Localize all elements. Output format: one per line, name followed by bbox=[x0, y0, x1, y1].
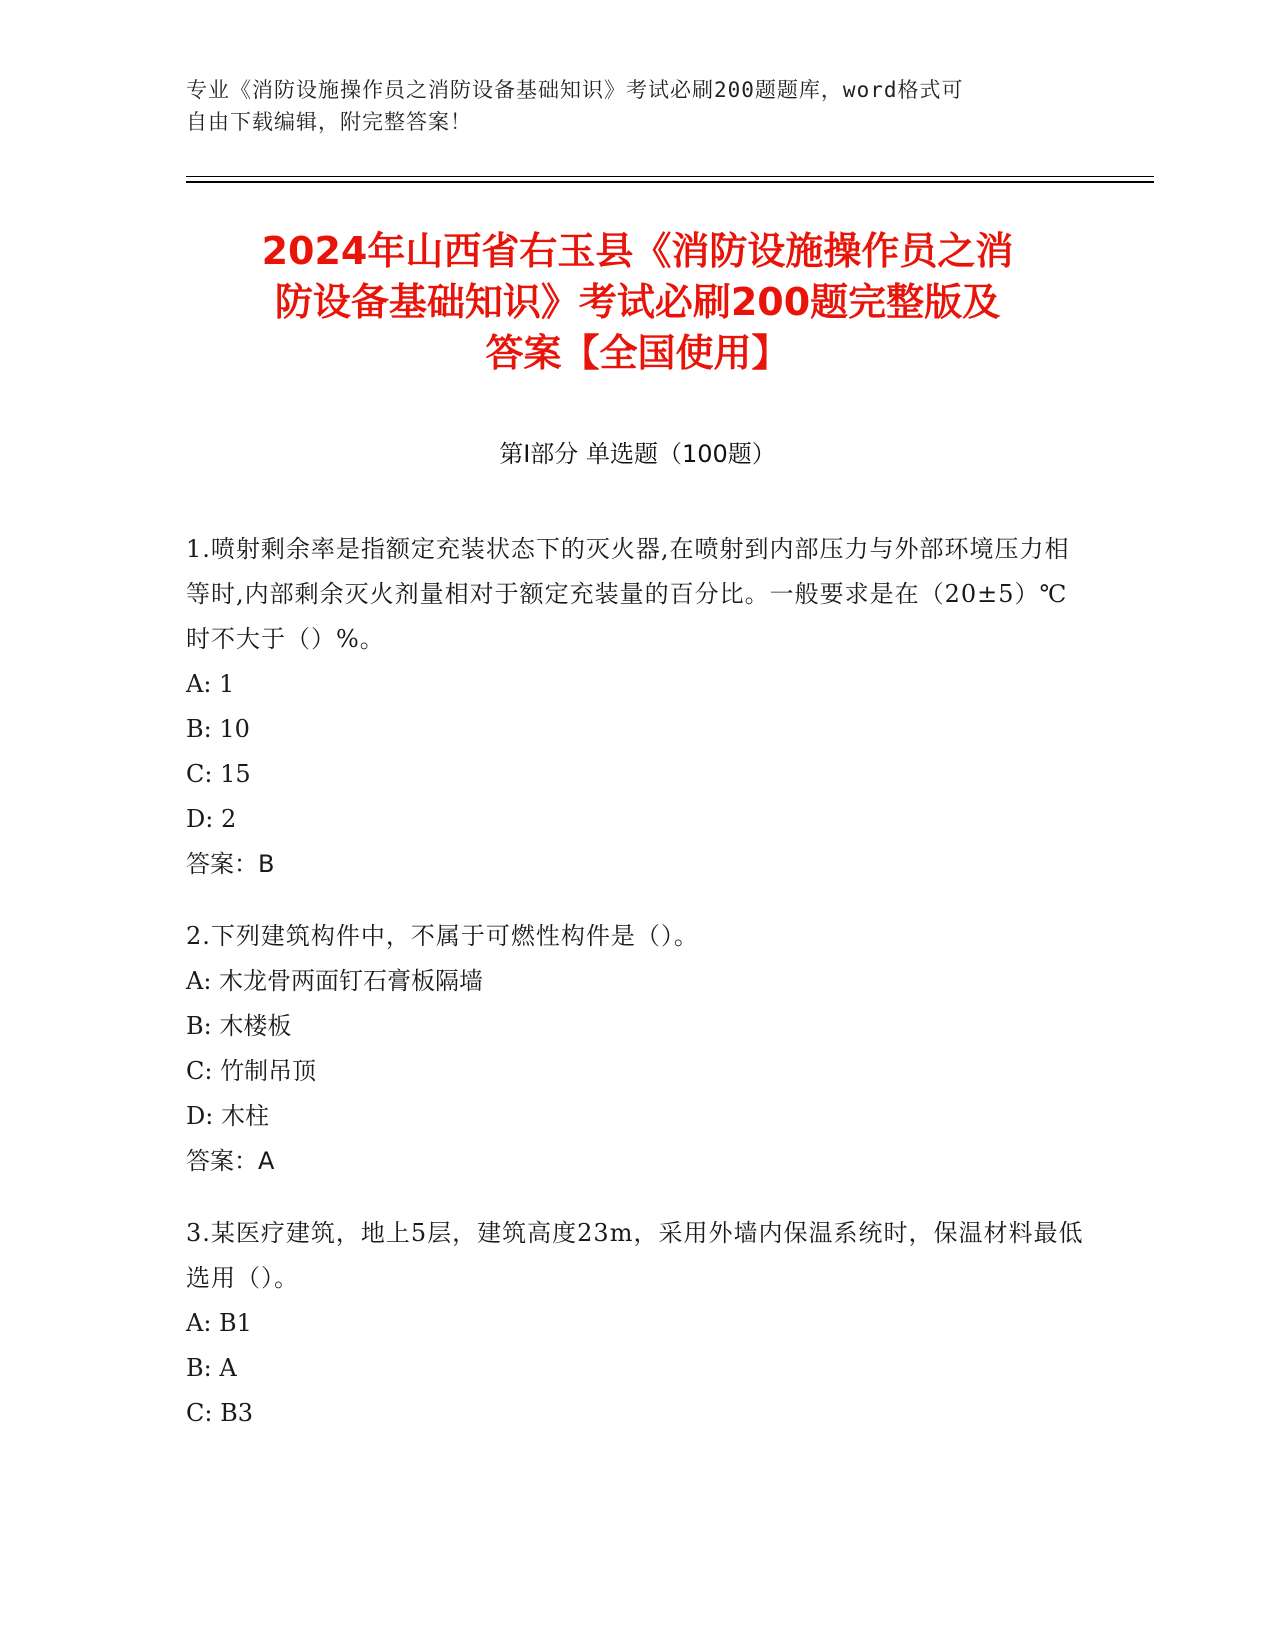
option-a: A: 木龙骨两面钉石膏板隔墙 bbox=[186, 967, 484, 995]
header-note bbox=[186, 74, 1086, 138]
section-heading: 第I部分 单选题（100题） bbox=[499, 440, 776, 468]
header-note-line-1: 专业《消防设施操作员之消防设备基础知识》考试必刷200题题库，word格式可 bbox=[186, 78, 964, 102]
question-1 bbox=[186, 527, 1086, 887]
answer: 答案：B bbox=[186, 850, 275, 878]
option-a: A: B1 bbox=[186, 1309, 252, 1337]
question-3 bbox=[186, 1211, 1086, 1436]
answer: 答案：A bbox=[186, 1147, 275, 1175]
option-d: D: 木柱 bbox=[186, 1102, 269, 1130]
option-b: B: 木楼板 bbox=[186, 1012, 292, 1040]
question-stem: 3.某医疗建筑，地上5层，建筑高度23m，采用外墙内保温系统时，保温材料最低选用（）。 bbox=[186, 1219, 1084, 1292]
document-title-line-2: 防设备基础知识》考试必刷200题完整版及 bbox=[274, 280, 1001, 324]
question-list bbox=[186, 527, 1086, 1463]
document-title-line-1: 2024年山西省右玉县《消防设施操作员之消 bbox=[261, 229, 1014, 273]
question-stem: 2.下列建筑构件中，不属于可燃性构件是（）。 bbox=[186, 922, 699, 950]
header-note-line-2: 自由下载编辑，附完整答案！ bbox=[186, 110, 472, 134]
option-a: A: 1 bbox=[186, 670, 235, 698]
question-stem: 1.喷射剩余率是指额定充装状态下的灭火器,在喷射到内部压力与外部环境压力相等时,内部剩余灭火剂量相对于额定充装量的百分比。一般要求是在（20±5）℃时不大于（）%。 bbox=[186, 535, 1070, 653]
header-divider-thick bbox=[186, 181, 1154, 183]
option-b: B: A bbox=[186, 1354, 237, 1382]
document-title bbox=[150, 226, 1125, 379]
option-c: C: B3 bbox=[186, 1399, 253, 1427]
header-divider-thin bbox=[186, 176, 1154, 177]
option-b: B: 10 bbox=[186, 715, 250, 743]
option-d: D: 2 bbox=[186, 805, 237, 833]
question-2 bbox=[186, 914, 1086, 1184]
option-c: C: 15 bbox=[186, 760, 251, 788]
option-c: C: 竹制吊顶 bbox=[186, 1057, 317, 1085]
document-title-line-3: 答案【全国使用】 bbox=[485, 331, 790, 375]
